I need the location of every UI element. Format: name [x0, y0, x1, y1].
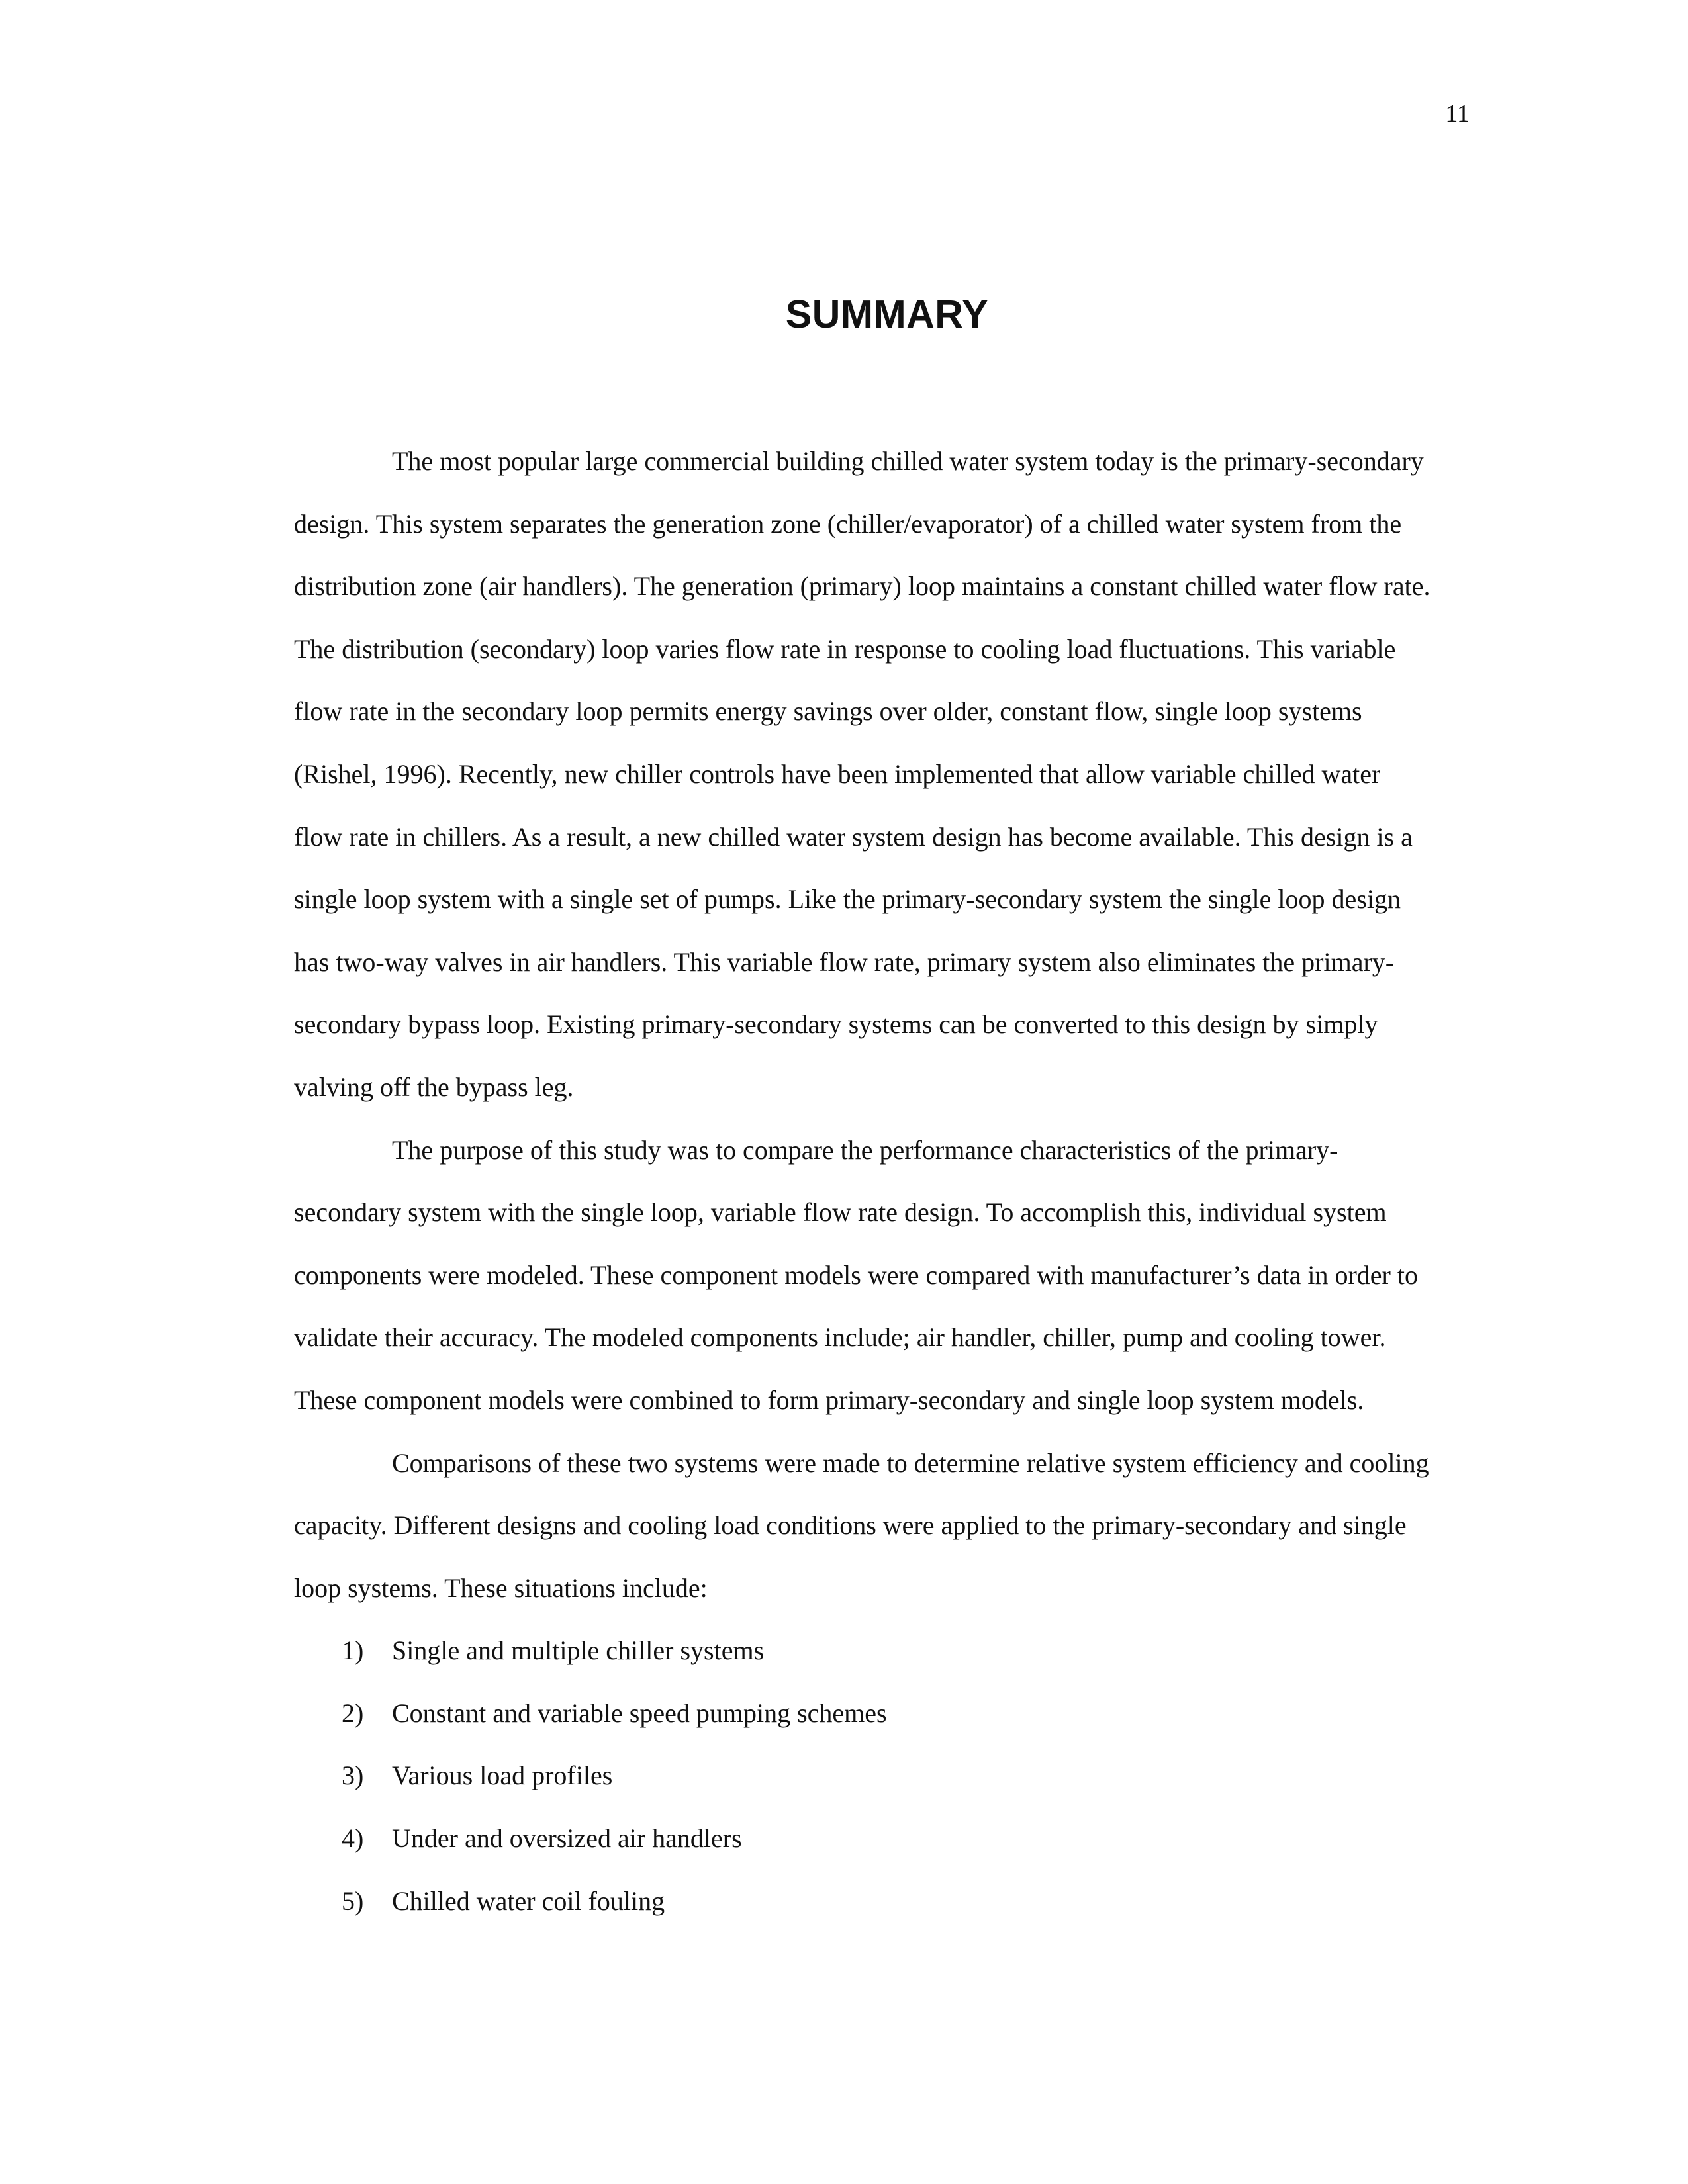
numbered-list — [294, 1619, 1485, 1933]
paragraph-1 — [294, 430, 1485, 1119]
list-number: 4) — [342, 1823, 364, 1854]
document-body — [294, 430, 1485, 1933]
text-line: (Rishel, 1996). Recently, new chiller controls have been implemented that allow variable chilled water — [294, 758, 1381, 789]
paragraph-2 — [294, 1119, 1485, 1432]
list-item — [294, 1682, 1485, 1745]
text-line: Comparisons of these two systems were made to determine relative system efficiency and cooling — [392, 1447, 1429, 1478]
list-text: Various load profiles — [392, 1760, 613, 1791]
text-line: secondary bypass loop. Existing primary-secondary systems can be converted to this design by simply — [294, 1009, 1378, 1040]
list-number: 2) — [342, 1698, 364, 1728]
text-line: flow rate in the secondary loop permits energy savings over older, constant flow, single loop systems — [294, 696, 1362, 727]
list-text: Under and oversized air handlers — [392, 1823, 742, 1854]
paragraph-3 — [294, 1432, 1485, 1620]
text-line: has two-way valves in air handlers. This variable flow rate, primary system also eliminates the primary- — [294, 946, 1395, 977]
text-line: loop systems. These situations include: — [294, 1572, 708, 1603]
list-text: Constant and variable speed pumping schemes — [392, 1698, 887, 1728]
text-line: The purpose of this study was to compare the performance characteristics of the primary- — [392, 1134, 1338, 1165]
text-line: validate their accuracy. The modeled components include; air handler, chiller, pump and cooling tower. — [294, 1322, 1386, 1353]
text-line: The most popular large commercial building chilled water system today is the primary-secondary — [392, 446, 1424, 476]
text-line: flow rate in chillers. As a result, a new chilled water system design has become available. This design is a — [294, 821, 1413, 852]
text-line: distribution zone (air handlers). The generation (primary) loop maintains a constant chilled water flow rate. — [294, 571, 1430, 602]
text-line: The distribution (secondary) loop varies flow rate in response to cooling load fluctuations. This variable — [294, 633, 1396, 664]
text-line: valving off the bypass leg. — [294, 1071, 574, 1102]
page-title: SUMMARY — [785, 293, 989, 336]
text-line: design. This system separates the generation zone (chiller/evaporator) of a chilled water system from the — [294, 508, 1402, 539]
list-number: 5) — [342, 1886, 364, 1916]
text-line: secondary system with the single loop, variable flow rate design. To accomplish this, individual system — [294, 1197, 1387, 1228]
list-number: 1) — [342, 1635, 364, 1666]
list-item — [294, 1619, 1485, 1682]
list-item — [294, 1807, 1485, 1870]
text-line: capacity. Different designs and cooling load conditions were applied to the primary-secondary and single — [294, 1510, 1407, 1541]
list-item — [294, 1745, 1485, 1807]
list-item — [294, 1870, 1485, 1933]
list-number: 3) — [342, 1760, 364, 1791]
text-line: components were modeled. These component models were compared with manufacturer’s data in order to — [294, 1259, 1418, 1290]
text-line: single loop system with a single set of pumps. Like the primary-secondary system the single loop design — [294, 884, 1401, 915]
list-text: Chilled water coil fouling — [392, 1886, 665, 1916]
text-line: These component models were combined to form primary-secondary and single loop system models. — [294, 1385, 1364, 1415]
page-number: 11 — [1445, 100, 1470, 128]
list-text: Single and multiple chiller systems — [392, 1635, 765, 1666]
